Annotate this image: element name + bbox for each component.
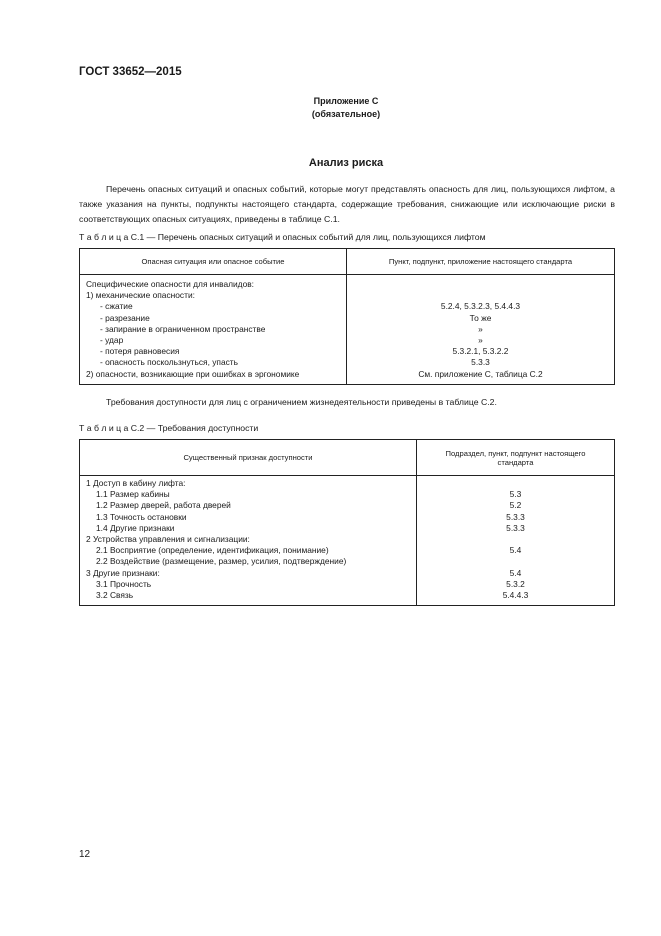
table-row: 2 Устройства управления и сигнализации:	[86, 533, 250, 544]
table1-header-clause: Пункт, подпункт, приложение настоящего стандарта	[347, 249, 615, 275]
table-cell: См. приложение С, таблица С.2	[418, 368, 543, 379]
table-cell: 5.2.4, 5.3.2.3, 5.4.4.3	[440, 301, 521, 312]
table-cell: 5.3.2.1, 5.3.2.2	[452, 346, 509, 357]
appendix-title: Приложение С	[313, 96, 379, 106]
table-cell	[423, 534, 608, 545]
table2-header-feature: Существенный признак доступности	[80, 440, 417, 476]
table-row: 2.1 Восприятие (определение, идентификация, понимание)	[96, 545, 329, 556]
table-cell	[353, 290, 608, 301]
table-cell	[353, 279, 608, 290]
table-cell: 5.4	[509, 545, 522, 556]
table-row: - запирание в ограниченном пространстве	[100, 323, 266, 334]
intro-paragraph: Перечень опасных ситуаций и опасных событий, которые могут представлять опасность для лиц, пользующихся лифтом, а также указания на пункты, подпункты настоящего стандарта, содержащие требования, снижающие или исключающие риски в соответствующих опасных ситуациях, приведены в таблице С.1.	[79, 184, 615, 224]
table-cell: 5.3	[509, 489, 522, 500]
table-cell: »	[478, 334, 483, 345]
accessibility-table	[79, 439, 615, 606]
table-row: - разрезание	[100, 312, 150, 323]
page-number: 12	[79, 849, 91, 860]
table-cell: 5.3.2	[506, 578, 525, 589]
table-row: 1.2 Размер дверей, работа дверей	[96, 500, 231, 511]
table-row: Специфические опасности для инвалидов:	[86, 279, 255, 289]
table1-left-cell	[80, 275, 347, 385]
table-row: 1.4 Другие признаки	[96, 522, 175, 533]
table1-header-hazard: Опасная ситуация или опасное событие	[80, 249, 347, 275]
table-row: 1.1 Размер кабины	[96, 489, 170, 500]
table-row: 2) опасности, возникающие при ошибках в эргономике	[86, 368, 300, 379]
table2-header-clause: Подраздел, пункт, подпункт настоящего стандарта	[417, 440, 615, 476]
table-cell: 5.3.3	[506, 522, 525, 533]
table-row: 2.2 Воздействие (размещение, размер, усилия, подтверждение)	[96, 556, 347, 567]
table-row: - опасность поскользнуться, упасть	[100, 357, 239, 368]
table-cell: 5.3.3	[471, 357, 490, 368]
table-cell: 5.3.3	[506, 511, 525, 522]
appendix-subtitle: (обязательное)	[311, 109, 381, 119]
table-row: - потеря равновесия	[100, 346, 180, 357]
hazards-table	[79, 248, 615, 385]
table2-caption: Т а б л и ц а С.2 — Требования доступности	[79, 423, 259, 433]
table1-right-cell	[347, 275, 615, 385]
section-title: Анализ риска	[308, 157, 384, 169]
table-row: 3.2 Связь	[96, 589, 134, 600]
table-row: 1) механические опасности:	[86, 290, 195, 301]
table-row: - удар	[100, 334, 124, 345]
table-cell	[423, 556, 608, 567]
middle-paragraph: Требования доступности для лиц с ограничением жизнедеятельности приведены в таблице С.2.	[106, 397, 497, 407]
standard-number: ГОСТ 33652—2015	[79, 66, 182, 78]
table-cell: 5.4.4.3	[502, 589, 529, 600]
table2-right-cell	[417, 476, 615, 606]
table-cell: »	[478, 323, 483, 334]
table-row: 3.1 Прочность	[96, 578, 152, 589]
table-cell: То же	[469, 312, 492, 323]
table-cell: 5.2	[509, 500, 522, 511]
table-row: - сжатие	[100, 301, 133, 312]
table-row: 1.3 Точность остановки	[96, 511, 187, 522]
table-cell	[423, 478, 608, 489]
table-cell: 5.4	[509, 567, 522, 578]
table-row: 1 Доступ в кабину лифта:	[86, 478, 186, 488]
table-row: 3 Другие признаки:	[86, 567, 160, 578]
table1-caption: Т а б л и ц а С.1 — Перечень опасных ситуаций и опасных событий для лиц, пользующихся лифтом	[79, 232, 486, 242]
table2-left-cell	[80, 476, 417, 606]
